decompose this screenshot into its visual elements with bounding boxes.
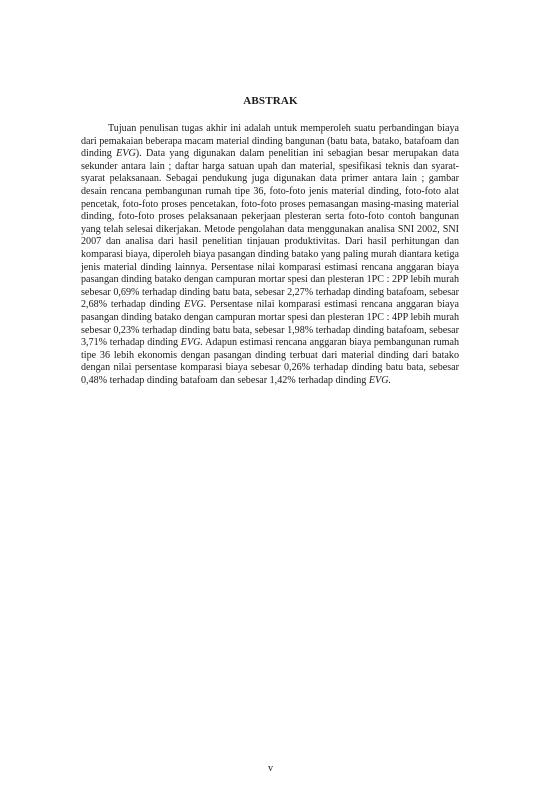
abstract-text-segment: Tujuan penulisan tugas akhir ini adalah untuk memperoleh suatu perbandingan biaya dari pemakaian beberapa macam material dinding bangunan (batu bata, batako, batafoam dan dinding [81, 123, 459, 160]
abstract-text-segment: Persentase nilai komparasi estimasi rencana anggaran biaya pasangan dinding batako dengan campuran mortar spesi dan plesteran 1PC : 4PP lebih murah sebesar 0,23% terhadap dinding batu bata, sebesar 1,98% terhadap dinding batafoam, sebesar 3,71% terhadap dinding [81, 299, 460, 349]
abstract-text-segment: Adapun estimasi rencana anggaran biaya pembangunan rumah tipe 36 lebih ekonomis dengan pasangan dinding terbuat dari material dinding dari batako dengan nilai persentase komparasi biaya sebesar 0,26% terhadap dinding batu bata, sebesar 0,48% terhadap dinding batafoam dan sebesar 1,42% terhadap dinding [81, 337, 459, 386]
abstract-text-segment: ). Data yang digunakan dalam penelitian ini sebagian besar merupakan data sekunder antara lain ; daftar harga satuan upah dan material, spesifikasi teknis dan syarat-syarat pelaksanaan. Sebagai pendukung juga digunakan data primer antara lain ; gambar desain rencana pembangunan rumah tipe 36, foto-foto jenis material dinding, foto-foto alat pencetak, foto-foto proses pencetakan, foto-foto proses pemasangan masing-masing material dinding, foto-foto proses pelaksanaan pekerjaan plesteran serta foto-foto contoh bangunan yang telah selesai dikerjakan. Metode pengolahan data menggunakan analisa SNI 2002, SNI 2007 dan analisa dari hasil penelitian tinjauan produktivitas. Dari hasil perhitungan dan komparasi biaya, diperoleh biaya pasangan dinding batako yang paling murah diantara ketiga jenis material dinding lainnya. Persentase nilai komparasi estimasi rencana anggaran biaya pasangan dinding batako dengan campuran mortar spesi dan plesteran 1PC : 2PP lebih murah sebesar 0,69% terhadap dinding batu bata, sebesar 2,27% terhadap dinding batafoam, sebesar 2,68% terhadap dinding [81, 148, 459, 311]
page-number: v [268, 763, 273, 774]
abstract-text-emphasis: EVG. [368, 374, 392, 386]
abstract-title: ABSTRAK [243, 95, 298, 107]
abstract-text-emphasis: EVG. [184, 299, 207, 311]
abstract-text-emphasis: EVG. [180, 337, 203, 349]
abstract-text-emphasis: EVG [116, 148, 136, 160]
abstract-paragraph [81, 123, 459, 387]
